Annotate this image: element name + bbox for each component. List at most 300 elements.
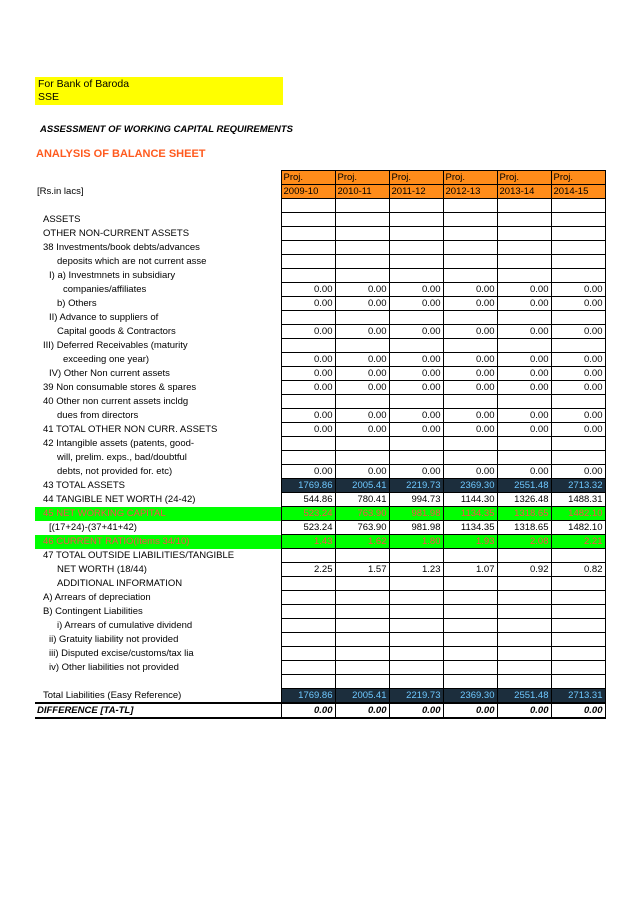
value-cell: 2005.41 xyxy=(335,479,389,493)
value-cell xyxy=(443,255,497,269)
value-cell xyxy=(335,437,389,451)
row-label: OTHER NON-CURRENT ASSETS xyxy=(43,228,190,239)
year-header-cell: 2011-12 xyxy=(389,185,443,199)
value-cell: 2713.31 xyxy=(551,689,605,704)
value-cell: 0.00 xyxy=(281,703,335,718)
value-cell xyxy=(551,395,605,409)
value-cell: 0.00 xyxy=(443,297,497,311)
value-cell xyxy=(443,227,497,241)
table-row xyxy=(35,451,605,465)
value-cell xyxy=(281,633,335,647)
value-cell: 2551.48 xyxy=(497,479,551,493)
value-cell: 0.00 xyxy=(551,465,605,479)
value-cell xyxy=(551,549,605,563)
row-label: companies/affiliates xyxy=(63,284,147,295)
value-cell: 0.00 xyxy=(443,409,497,423)
value-cell xyxy=(389,619,443,633)
value-cell xyxy=(389,255,443,269)
value-cell xyxy=(389,269,443,283)
value-cell xyxy=(443,269,497,283)
value-cell xyxy=(389,451,443,465)
row-label: b) Others xyxy=(57,298,97,309)
value-cell: 763.90 xyxy=(335,521,389,535)
table-row xyxy=(35,395,605,409)
table-row xyxy=(35,535,605,549)
value-cell: 0.00 xyxy=(281,465,335,479)
header-row-proj xyxy=(35,171,605,185)
table-row xyxy=(35,563,605,577)
value-cell xyxy=(551,577,605,591)
value-cell xyxy=(389,437,443,451)
value-cell: 0.00 xyxy=(551,353,605,367)
value-cell: 0.00 xyxy=(551,283,605,297)
row-label: 47 TOTAL OUTSIDE LIABILITIES/TANGIBLE xyxy=(43,550,235,561)
value-cell: 544.86 xyxy=(281,493,335,507)
table-row xyxy=(35,297,605,311)
year-header-cell: 2009-10 xyxy=(281,185,335,199)
value-cell xyxy=(335,241,389,255)
table-row xyxy=(35,703,605,718)
row-label: 43 TOTAL ASSETS xyxy=(43,480,126,491)
row-label: 38 Investments/book debts/advances xyxy=(43,242,200,253)
value-cell: 0.00 xyxy=(497,423,551,437)
value-cell xyxy=(335,577,389,591)
value-cell: 0.00 xyxy=(551,703,605,718)
value-cell xyxy=(551,199,605,213)
value-cell xyxy=(443,339,497,353)
value-cell: 0.00 xyxy=(335,353,389,367)
value-cell xyxy=(551,591,605,605)
header-blank xyxy=(35,171,281,185)
value-cell xyxy=(497,549,551,563)
value-cell xyxy=(281,227,335,241)
value-cell xyxy=(443,661,497,675)
value-cell: 0.00 xyxy=(389,423,443,437)
value-cell xyxy=(281,577,335,591)
value-cell xyxy=(551,451,605,465)
value-cell: 0.00 xyxy=(443,423,497,437)
table-row xyxy=(35,661,605,675)
value-cell: 0.00 xyxy=(389,703,443,718)
value-cell xyxy=(389,199,443,213)
row-label: 44 TANGIBLE NET WORTH (24-42) xyxy=(43,494,196,505)
value-cell: 523.24 xyxy=(281,507,335,521)
value-cell xyxy=(497,227,551,241)
value-cell xyxy=(335,255,389,269)
table-row xyxy=(35,549,605,563)
value-cell xyxy=(497,255,551,269)
proj-header-cell: Proj. xyxy=(497,171,551,185)
value-cell xyxy=(497,675,551,689)
year-header-cell: 2013-14 xyxy=(497,185,551,199)
value-cell xyxy=(281,605,335,619)
value-cell: 0.00 xyxy=(551,381,605,395)
value-cell xyxy=(389,395,443,409)
value-cell: 1.93 xyxy=(443,535,497,549)
value-cell: 0.00 xyxy=(281,353,335,367)
table-row xyxy=(35,353,605,367)
value-cell: 0.00 xyxy=(281,367,335,381)
value-cell xyxy=(335,605,389,619)
value-cell xyxy=(497,311,551,325)
value-cell: 0.00 xyxy=(281,423,335,437)
table-row xyxy=(35,269,605,283)
value-cell: 1318.65 xyxy=(497,521,551,535)
value-cell: 0.00 xyxy=(335,325,389,339)
value-cell xyxy=(551,269,605,283)
proj-header-cell: Proj. xyxy=(551,171,605,185)
table-row xyxy=(35,675,605,689)
proj-header-cell: Proj. xyxy=(281,171,335,185)
row-label: 39 Non consumable stores & spares xyxy=(43,382,197,393)
section-subtitle: ANALYSIS OF BALANCE SHEET xyxy=(36,148,206,160)
value-cell xyxy=(335,213,389,227)
value-cell: 0.00 xyxy=(389,283,443,297)
value-cell: 0.92 xyxy=(497,563,551,577)
value-cell xyxy=(551,605,605,619)
value-cell: 780.41 xyxy=(335,493,389,507)
value-cell: 1318.65 xyxy=(497,507,551,521)
table-row xyxy=(35,255,605,269)
row-label: iv) Other liabilities not provided xyxy=(49,662,179,673)
row-label: ADDITIONAL INFORMATION xyxy=(57,578,183,589)
table-row xyxy=(35,423,605,437)
value-cell xyxy=(443,577,497,591)
value-cell: 1.62 xyxy=(335,535,389,549)
value-cell xyxy=(443,605,497,619)
row-label: i) Arrears of cumulative dividend xyxy=(57,620,193,631)
row-label: Capital goods & Contractors xyxy=(57,326,176,337)
value-cell: 0.00 xyxy=(497,409,551,423)
year-header-cell: 2010-11 xyxy=(335,185,389,199)
value-cell: 1134.35 xyxy=(443,507,497,521)
value-cell: 0.00 xyxy=(497,703,551,718)
value-cell: 1488.31 xyxy=(551,493,605,507)
value-cell: 2219.73 xyxy=(389,689,443,704)
table-row xyxy=(35,437,605,451)
value-cell: 981.98 xyxy=(389,521,443,535)
value-cell: 0.00 xyxy=(335,297,389,311)
value-cell xyxy=(389,633,443,647)
row-label: will, prelim. exps., bad/doubtful xyxy=(57,452,187,463)
table-row xyxy=(35,521,605,535)
value-cell xyxy=(443,633,497,647)
value-cell xyxy=(551,661,605,675)
table-row xyxy=(35,479,605,493)
value-cell: 2219.73 xyxy=(389,479,443,493)
value-cell xyxy=(389,549,443,563)
value-cell xyxy=(443,437,497,451)
value-cell xyxy=(443,213,497,227)
table-row xyxy=(35,633,605,647)
row-label: ii) Gratuity liability not provided xyxy=(49,634,179,645)
value-cell xyxy=(497,395,551,409)
row-label xyxy=(35,675,281,689)
value-cell: 0.00 xyxy=(281,409,335,423)
value-cell xyxy=(281,241,335,255)
value-cell: 1144.30 xyxy=(443,493,497,507)
row-label: A) Arrears of depreciation xyxy=(43,592,151,603)
value-cell: 981.98 xyxy=(389,507,443,521)
table-row xyxy=(35,199,605,213)
value-cell: 763.90 xyxy=(335,507,389,521)
value-cell xyxy=(551,633,605,647)
value-cell xyxy=(335,199,389,213)
value-cell: 0.00 xyxy=(281,325,335,339)
table-row xyxy=(35,605,605,619)
row-label: III) Deferred Receivables (maturity xyxy=(43,340,188,351)
value-cell: 0.00 xyxy=(335,703,389,718)
value-cell xyxy=(551,311,605,325)
value-cell xyxy=(497,633,551,647)
value-cell xyxy=(389,227,443,241)
value-cell xyxy=(335,227,389,241)
table-row xyxy=(35,409,605,423)
value-cell: 1.07 xyxy=(443,563,497,577)
value-cell: 1326.48 xyxy=(497,493,551,507)
value-cell: 1.23 xyxy=(389,563,443,577)
value-cell xyxy=(497,199,551,213)
value-cell: 2713.32 xyxy=(551,479,605,493)
value-cell: 0.00 xyxy=(443,703,497,718)
table-row xyxy=(35,325,605,339)
value-cell: 2.25 xyxy=(281,563,335,577)
value-cell xyxy=(497,661,551,675)
value-cell: 0.00 xyxy=(335,283,389,297)
value-cell xyxy=(443,451,497,465)
row-label: iii) Disputed excise/customs/tax lia xyxy=(49,648,194,659)
unit-label: [Rs.in lacs] xyxy=(37,186,84,197)
table-row xyxy=(35,311,605,325)
value-cell: 0.00 xyxy=(281,381,335,395)
value-cell: 0.00 xyxy=(281,283,335,297)
value-cell: 1.43 xyxy=(281,535,335,549)
row-label: DIFFERENCE [TA-TL] xyxy=(35,703,281,718)
value-cell xyxy=(335,619,389,633)
value-cell xyxy=(335,661,389,675)
value-cell: 0.00 xyxy=(443,283,497,297)
value-cell xyxy=(281,619,335,633)
table-row xyxy=(35,381,605,395)
year-header-cell: 2014-15 xyxy=(551,185,605,199)
value-cell xyxy=(281,269,335,283)
value-cell: 0.00 xyxy=(389,409,443,423)
value-cell: 1482.10 xyxy=(551,507,605,521)
table-row xyxy=(35,465,605,479)
value-cell: 0.00 xyxy=(551,325,605,339)
value-cell: 0.00 xyxy=(443,325,497,339)
value-cell: 994.73 xyxy=(389,493,443,507)
row-label: I) a) Investmnets in subsidiary xyxy=(49,270,176,281)
table-row xyxy=(35,591,605,605)
value-cell xyxy=(551,619,605,633)
value-cell: 1769.86 xyxy=(281,479,335,493)
value-cell xyxy=(551,255,605,269)
row-label: 46 CURRENT RATIO(Items 34/10) xyxy=(35,535,281,549)
value-cell xyxy=(335,549,389,563)
value-cell xyxy=(443,647,497,661)
value-cell xyxy=(551,227,605,241)
value-cell xyxy=(389,241,443,255)
value-cell: 1134.35 xyxy=(443,521,497,535)
value-cell xyxy=(551,213,605,227)
value-cell xyxy=(335,339,389,353)
value-cell xyxy=(497,647,551,661)
value-cell xyxy=(497,577,551,591)
value-cell: 0.00 xyxy=(497,381,551,395)
value-cell xyxy=(551,675,605,689)
value-cell xyxy=(443,241,497,255)
value-cell xyxy=(551,437,605,451)
value-cell: 0.00 xyxy=(443,381,497,395)
value-cell: 2551.48 xyxy=(497,689,551,704)
value-cell: 0.00 xyxy=(335,381,389,395)
value-cell xyxy=(335,675,389,689)
year-header-cell: 2012-13 xyxy=(443,185,497,199)
value-cell xyxy=(497,619,551,633)
value-cell xyxy=(335,591,389,605)
value-cell xyxy=(497,269,551,283)
row-label: [(17+24)-(37+41+42) xyxy=(49,522,137,533)
value-cell: 0.82 xyxy=(551,563,605,577)
value-cell xyxy=(281,647,335,661)
value-cell xyxy=(335,311,389,325)
table-row xyxy=(35,213,605,227)
value-cell: 0.00 xyxy=(551,367,605,381)
table-row xyxy=(35,283,605,297)
value-cell xyxy=(443,549,497,563)
row-label: ASSETS xyxy=(43,214,81,225)
value-cell: 0.00 xyxy=(281,297,335,311)
value-cell xyxy=(443,311,497,325)
row-label: NET WORTH (18/44) xyxy=(57,564,147,575)
table-row xyxy=(35,367,605,381)
proj-header-cell: Proj. xyxy=(389,171,443,185)
value-cell xyxy=(281,591,335,605)
table-row xyxy=(35,507,605,521)
value-cell: 0.00 xyxy=(497,325,551,339)
value-cell: 0.00 xyxy=(551,423,605,437)
row-label: IV) Other Non current assets xyxy=(49,368,170,379)
row-label: 42 Intangible assets (patents, good- xyxy=(43,438,195,449)
value-cell: 2005.41 xyxy=(335,689,389,704)
value-cell xyxy=(389,311,443,325)
row-label: Total Liabilities (Easy Reference) xyxy=(43,689,182,701)
page-title: ASSESSMENT OF WORKING CAPITAL REQUIREMENTS xyxy=(40,124,293,135)
row-label: 45 NET WORKING CAPITAL xyxy=(35,507,281,521)
value-cell xyxy=(281,437,335,451)
branch-name: SSE xyxy=(38,91,60,103)
value-cell xyxy=(389,213,443,227)
value-cell: 0.00 xyxy=(389,297,443,311)
table-row xyxy=(35,227,605,241)
value-cell xyxy=(551,647,605,661)
value-cell xyxy=(389,661,443,675)
value-cell: 1.57 xyxy=(335,563,389,577)
value-cell xyxy=(389,647,443,661)
value-cell: 0.00 xyxy=(389,465,443,479)
value-cell: 0.00 xyxy=(335,465,389,479)
value-cell: 0.00 xyxy=(497,465,551,479)
proj-header-cell: Proj. xyxy=(335,171,389,185)
proj-header-cell: Proj. xyxy=(443,171,497,185)
value-cell xyxy=(389,591,443,605)
value-cell: 523.24 xyxy=(281,521,335,535)
value-cell xyxy=(389,675,443,689)
value-cell xyxy=(335,633,389,647)
value-cell: 2369.30 xyxy=(443,689,497,704)
value-cell xyxy=(443,675,497,689)
value-cell xyxy=(335,647,389,661)
value-cell: 0.00 xyxy=(551,297,605,311)
value-cell: 1769.86 xyxy=(281,689,335,704)
value-cell xyxy=(335,395,389,409)
value-cell xyxy=(335,269,389,283)
value-cell: 0.00 xyxy=(335,423,389,437)
value-cell: 0.00 xyxy=(443,353,497,367)
value-cell xyxy=(281,451,335,465)
table-row xyxy=(35,689,605,704)
row-label: exceeding one year) xyxy=(63,354,150,365)
value-cell xyxy=(281,395,335,409)
value-cell xyxy=(281,339,335,353)
value-cell: 0.00 xyxy=(497,353,551,367)
row-label: B) Contingent Liabilities xyxy=(43,606,143,617)
value-cell xyxy=(443,619,497,633)
value-cell: 0.00 xyxy=(497,367,551,381)
value-cell: 0.00 xyxy=(443,367,497,381)
row-label: II) Advance to suppliers of xyxy=(49,312,159,323)
value-cell: 0.00 xyxy=(551,409,605,423)
value-cell: 0.00 xyxy=(389,353,443,367)
value-cell xyxy=(281,255,335,269)
table-row xyxy=(35,493,605,507)
value-cell xyxy=(497,437,551,451)
balance-sheet-table xyxy=(35,170,606,719)
bank-name: For Bank of Baroda xyxy=(38,78,130,90)
value-cell xyxy=(497,213,551,227)
value-cell xyxy=(281,661,335,675)
value-cell: 0.00 xyxy=(497,297,551,311)
value-cell xyxy=(389,605,443,619)
table-row xyxy=(35,339,605,353)
table-row xyxy=(35,577,605,591)
value-cell: 2.08 xyxy=(497,535,551,549)
value-cell xyxy=(497,451,551,465)
value-cell xyxy=(281,311,335,325)
value-cell: 0.00 xyxy=(389,325,443,339)
value-cell: 1482.10 xyxy=(551,521,605,535)
table-row xyxy=(35,619,605,633)
value-cell: 0.00 xyxy=(389,367,443,381)
row-label: dues from directors xyxy=(57,410,139,421)
value-cell xyxy=(497,605,551,619)
value-cell: 1.80 xyxy=(389,535,443,549)
value-cell xyxy=(281,213,335,227)
value-cell xyxy=(443,395,497,409)
value-cell xyxy=(281,549,335,563)
value-cell xyxy=(497,591,551,605)
value-cell xyxy=(497,339,551,353)
row-label: 40 Other non current assets incldg xyxy=(43,396,189,407)
value-cell xyxy=(551,241,605,255)
row-label: debts, not provided for. etc) xyxy=(57,466,173,477)
value-cell xyxy=(443,591,497,605)
value-cell xyxy=(281,675,335,689)
value-cell: 0.00 xyxy=(335,367,389,381)
value-cell: 0.00 xyxy=(389,381,443,395)
row-label: 41 TOTAL OTHER NON CURR. ASSETS xyxy=(43,424,218,435)
